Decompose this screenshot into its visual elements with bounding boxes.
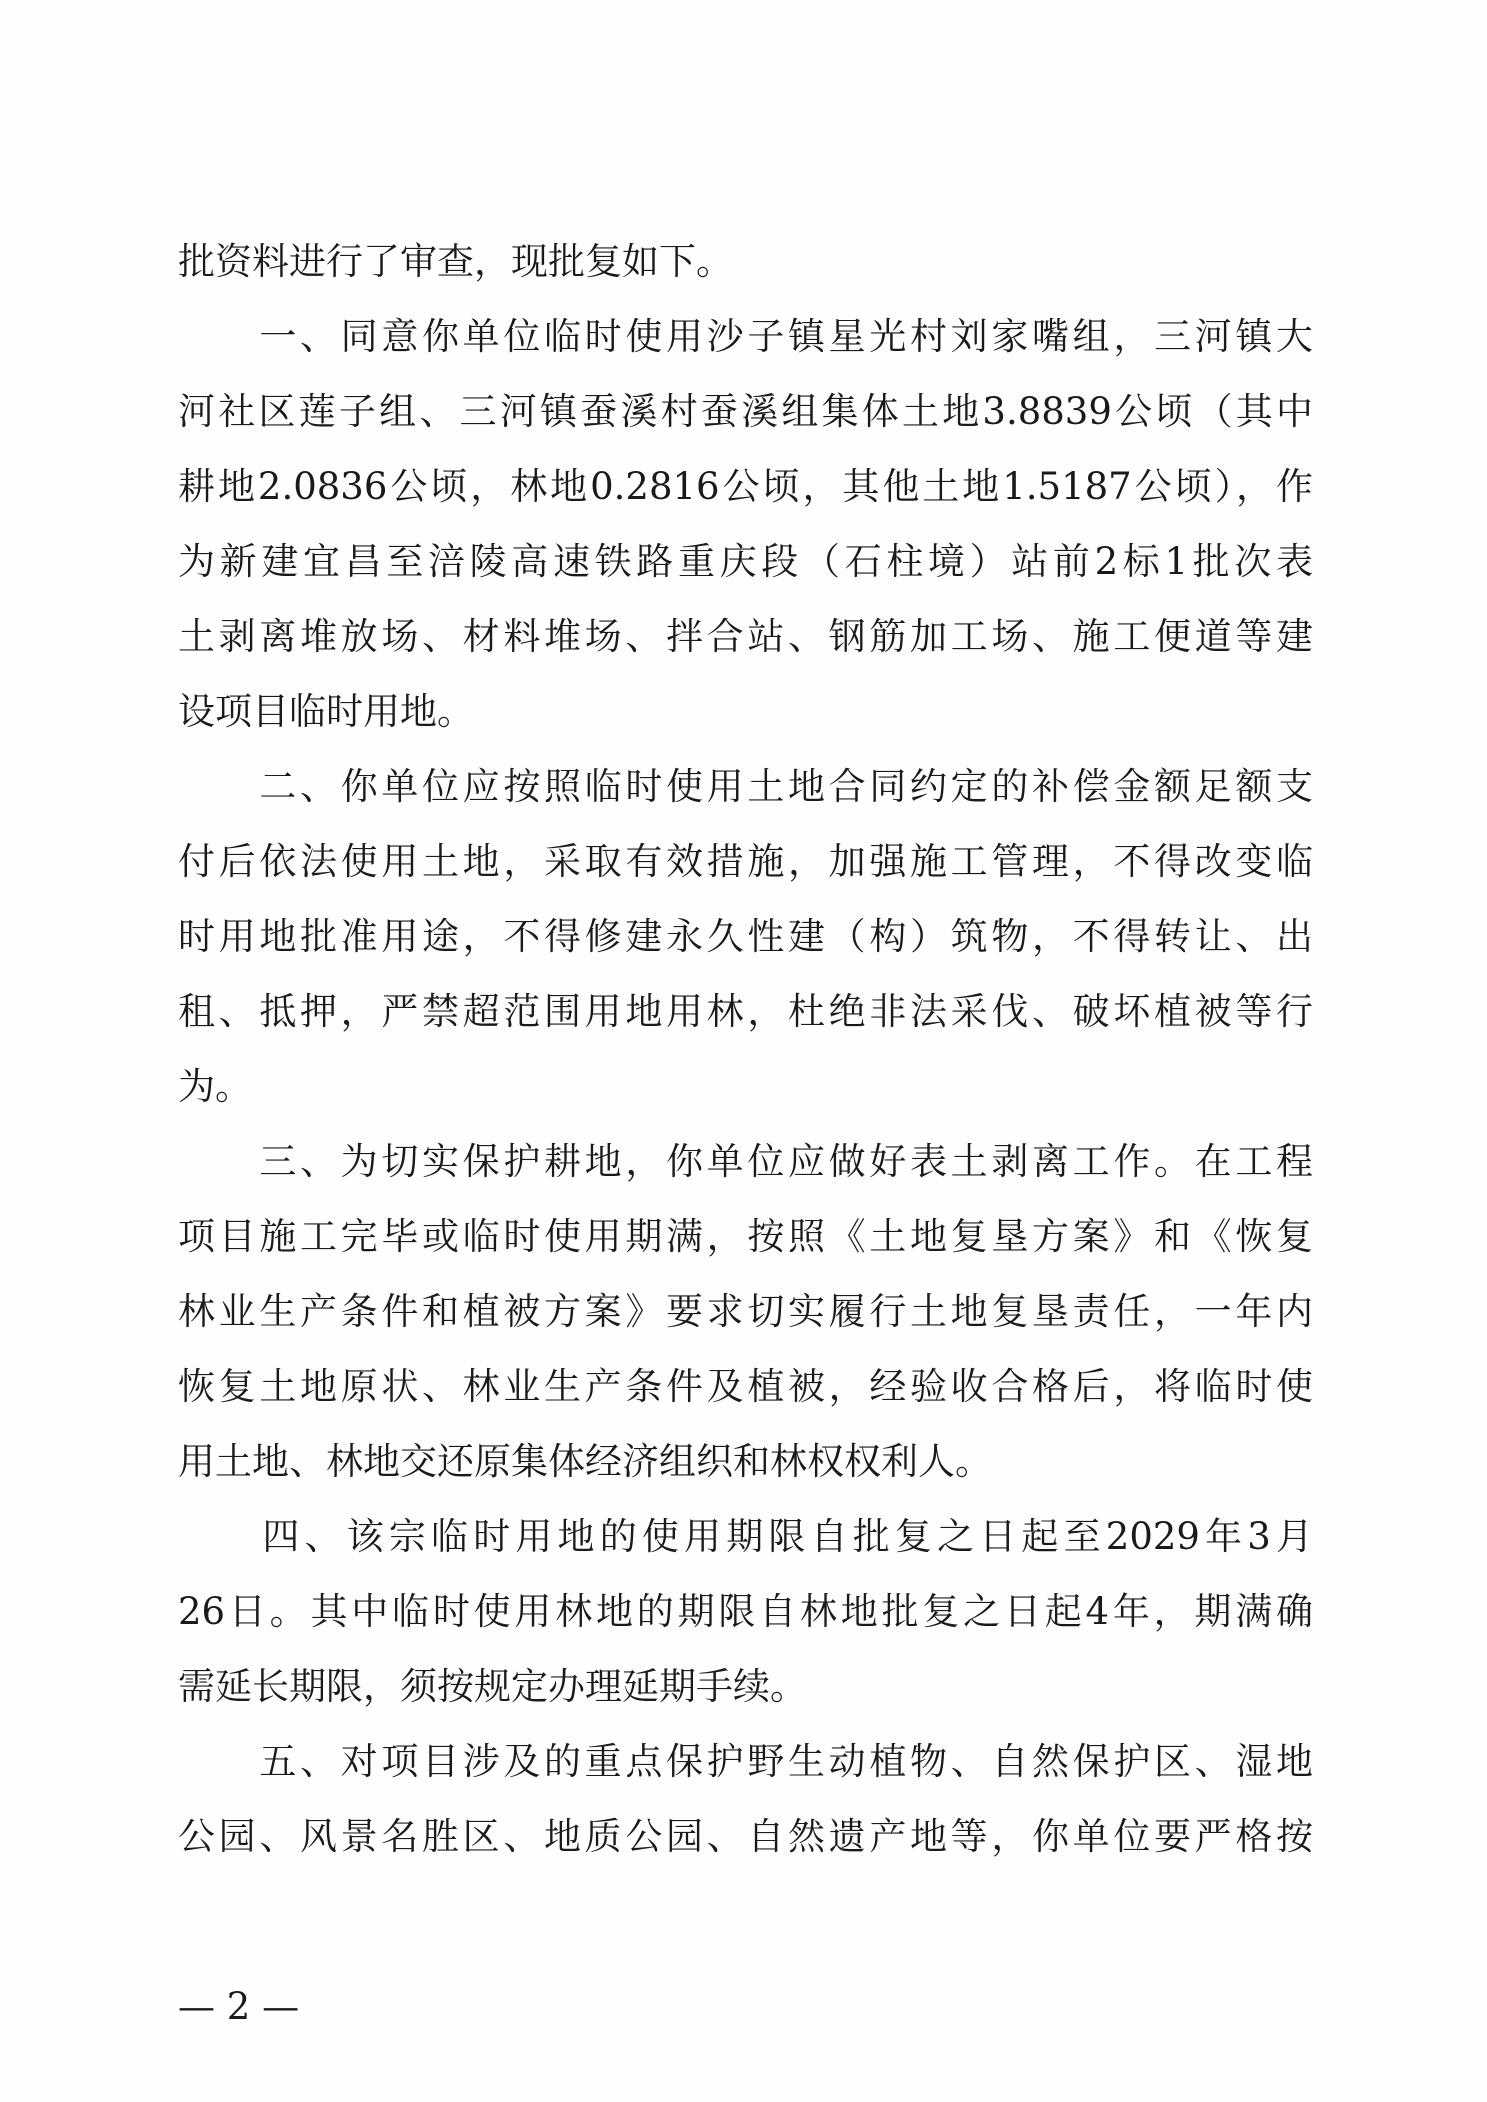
paragraph-line: 用土地、林地交还原集体经济组织和林权权利人。 (178, 1440, 992, 1483)
paragraph-line: 公园、风景名胜区、地质公园、自然遗产地等，你单位要严格按 (178, 1815, 1313, 1858)
page-number: — 2 — (178, 1985, 300, 2028)
paragraph-line: 林业生产条件和植被方案》要求切实履行土地复垦责任，一年内 (178, 1290, 1313, 1333)
paragraph-line: 恢复土地原状、林业生产条件及植被，经验收合格后，将临时使 (178, 1365, 1313, 1408)
paragraph-line: 租、抵押，严禁超范围用地用林，杜绝非法采伐、破坏植被等行 (178, 990, 1313, 1033)
paragraph-line: 一、同意你单位临时使用沙子镇星光村刘家嘴组，三河镇大 (178, 315, 1313, 358)
paragraph-line: 26日。其中临时使用林地的期限自林地批复之日起4年，期满确 (178, 1590, 1313, 1633)
paragraph-line: 需延长期限，须按规定办理延期手续。 (178, 1665, 807, 1708)
paragraph-line: 土剥离堆放场、材料堆场、拌合站、钢筋加工场、施工便道等建 (178, 615, 1313, 658)
paragraph-line: 时用地批准用途，不得修建永久性建（构）筑物，不得转让、出 (178, 915, 1313, 958)
paragraph-line: 为新建宜昌至涪陵高速铁路重庆段（石柱境）站前2标1批次表 (178, 540, 1313, 583)
paragraph-line: 项目施工完毕或临时使用期满，按照《土地复垦方案》和《恢复 (178, 1215, 1313, 1258)
paragraph-line: 批资料进行了审查，现批复如下。 (178, 240, 733, 283)
paragraph-line: 四、该宗临时用地的使用期限自批复之日起至2029年3月 (178, 1515, 1313, 1558)
paragraph-line: 为。 (178, 1065, 252, 1108)
paragraph-line: 河社区莲子组、三河镇蚕溪村蚕溪组集体土地3.8839公顷（其中 (178, 390, 1313, 433)
paragraph-line: 二、你单位应按照临时使用土地合同约定的补偿金额足额支 (178, 765, 1313, 808)
paragraph-line: 五、对项目涉及的重点保护野生动植物、自然保护区、湿地 (178, 1740, 1313, 1783)
paragraph-line: 付后依法使用土地，采取有效措施，加强施工管理，不得改变临 (178, 840, 1313, 883)
paragraph-line: 三、为切实保护耕地，你单位应做好表土剥离工作。在工程 (178, 1140, 1313, 1183)
paragraph-line: 耕地2.0836公顷，林地0.2816公顷，其他土地1.5187公顷），作 (178, 465, 1313, 508)
paragraph-line: 设项目临时用地。 (178, 690, 474, 733)
